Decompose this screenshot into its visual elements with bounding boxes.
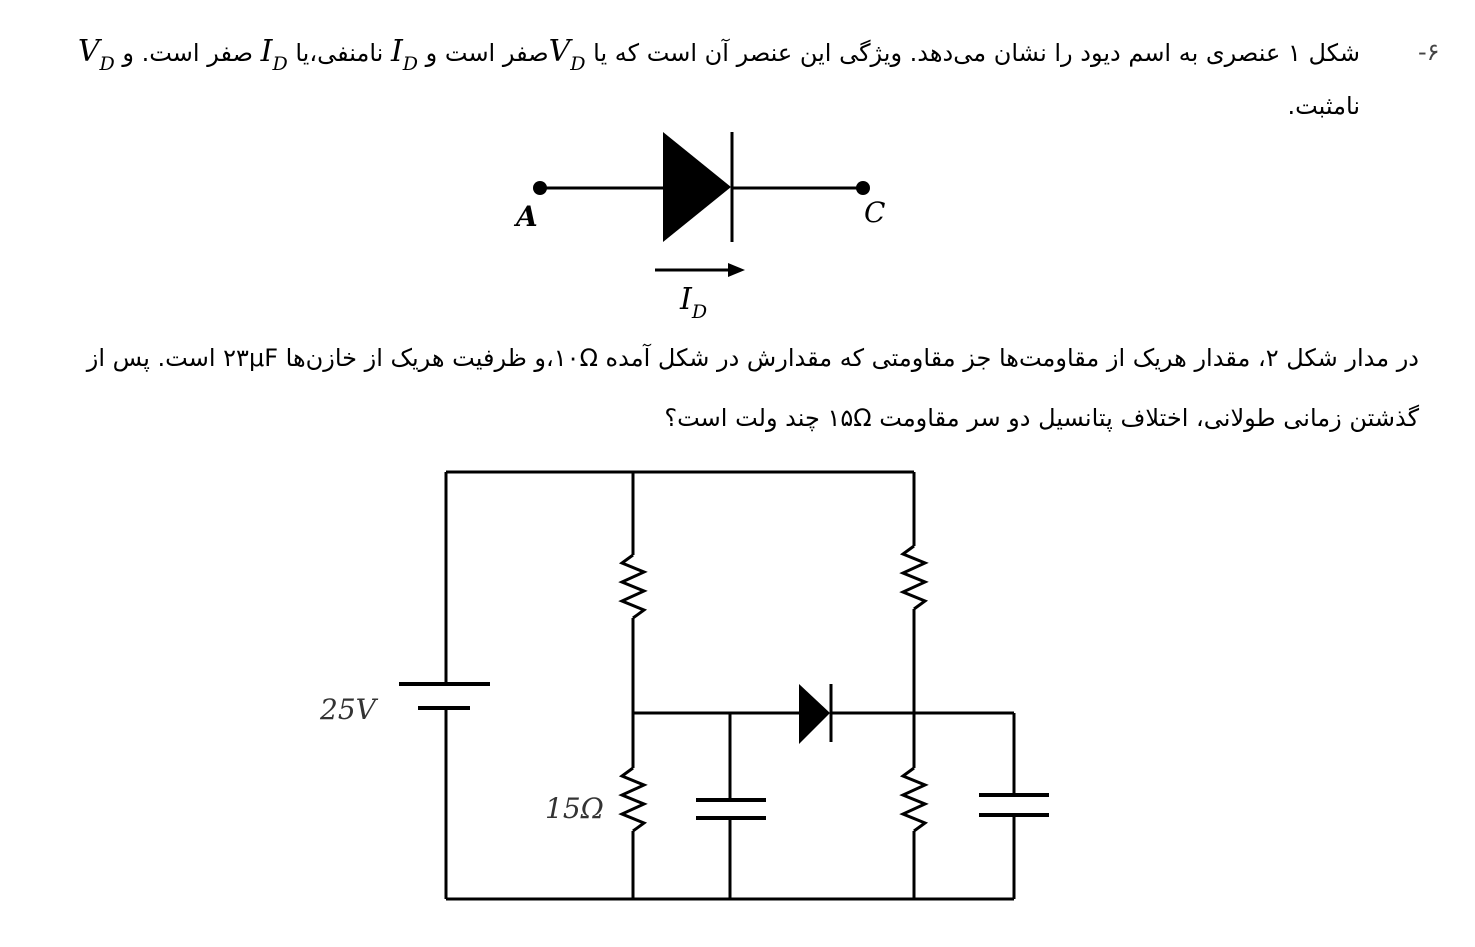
current-label: ID bbox=[680, 282, 708, 323]
v-d-symbol-2: $V_D$ bbox=[77, 34, 115, 75]
q6-text-a: شکل ۱ عنصری به اسم دیود را نشان می‌دهد. ویژگی این عنصر آن است که یا bbox=[585, 39, 1360, 67]
question-6-line-2: نامثبت. bbox=[1287, 92, 1360, 120]
i-d-symbol: $I_D$ bbox=[390, 34, 419, 75]
r15-value: ۱۵Ω bbox=[827, 404, 872, 432]
resistor-15-ohm bbox=[622, 768, 644, 831]
resistor-15-label: 15Ω bbox=[545, 792, 604, 825]
circuit-diode-triangle bbox=[799, 684, 830, 744]
q6-text-b: صفر است و bbox=[418, 39, 549, 67]
q6-text-c: نامنفی،یا bbox=[287, 39, 391, 67]
capacitance-value: ۲۳μF bbox=[223, 344, 279, 372]
r10-value: ۱۰Ω bbox=[553, 344, 598, 372]
q6-text-d: صفر است. و bbox=[114, 39, 261, 67]
v-d-symbol: $V_D$ bbox=[548, 34, 586, 75]
resistor-top-right bbox=[903, 546, 925, 609]
label-a: A bbox=[516, 200, 538, 233]
question-7-line-1: در مدار شکل ۲، مقدار هریک از مقاومت‌ها جز مقاومتی که مقدارش در شکل آمده ۱۰Ω،و ظرفیت هریک از خازن‌ها ۲۳μF است. پس از bbox=[86, 344, 1419, 372]
resistor-top-left bbox=[622, 555, 644, 618]
resistor-bottom-right bbox=[903, 768, 925, 831]
question-7-line-2: گذشتن زمانی طولانی، اختلاف پتانسیل دو سر مقاومت ۱۵Ω چند ولت است؟ bbox=[664, 404, 1419, 432]
i-d-symbol-2: $I_D$ bbox=[260, 34, 288, 75]
question-6-number: -۶ bbox=[1418, 38, 1440, 66]
label-c: C bbox=[864, 196, 886, 229]
battery-label: 25V bbox=[320, 693, 376, 726]
